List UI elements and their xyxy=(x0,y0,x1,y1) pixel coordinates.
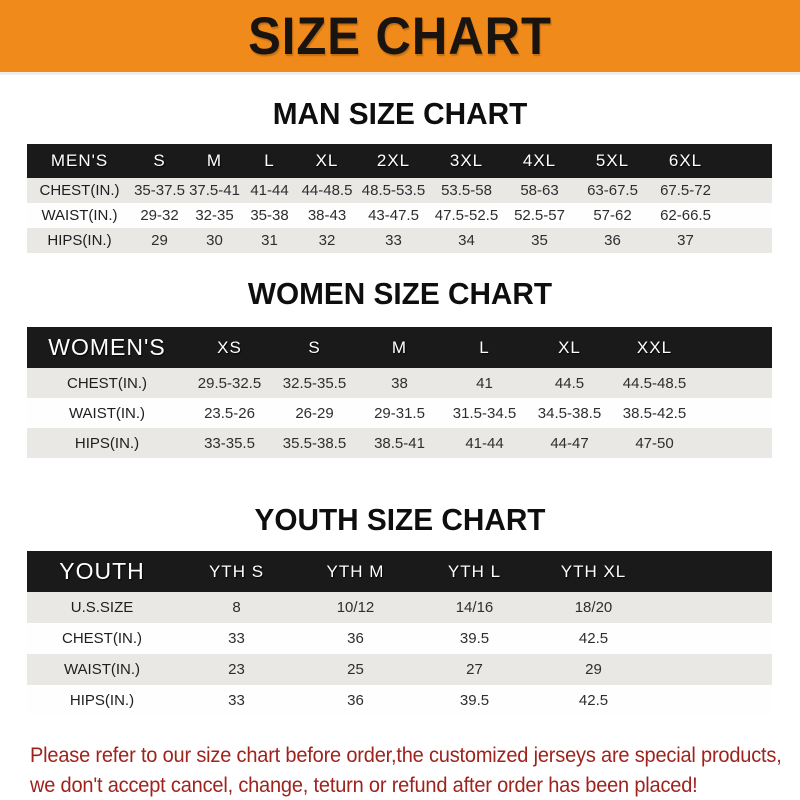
size-cell: 36 xyxy=(347,630,364,647)
size-cell: 67.5-72 xyxy=(660,182,711,199)
size-cell: 29 xyxy=(151,232,168,249)
row-label: CHEST(IN.) xyxy=(62,630,142,647)
men-table-label: MEN'S xyxy=(50,151,109,170)
disclaimer-line-2: we don't accept cancel, change, teturn or refund after order has been placed! xyxy=(30,773,698,798)
men-col-header: L xyxy=(264,151,275,170)
women-col-header: M xyxy=(391,337,408,357)
size-cell: 25 xyxy=(347,661,364,678)
size-cell: 38.5-42.5 xyxy=(622,404,687,422)
youth-chest-row xyxy=(27,623,772,654)
size-cell: 33 xyxy=(228,630,245,647)
size-cell: 37.5-41 xyxy=(189,182,240,199)
men-col-header: XL xyxy=(315,151,339,170)
size-cell: 41-44 xyxy=(465,434,504,452)
size-cell: 31 xyxy=(261,232,278,249)
men-hips-row xyxy=(27,228,772,253)
men-col-header: S xyxy=(153,151,166,170)
filler-cell xyxy=(722,144,772,178)
filler-cell xyxy=(697,428,772,458)
filler-cell xyxy=(653,592,772,623)
women-waist-row xyxy=(27,398,772,428)
size-cell: 27 xyxy=(466,661,483,678)
row-label: U.S.SIZE xyxy=(70,599,134,616)
size-cell: 33 xyxy=(228,692,245,709)
men-col-header: 5XL xyxy=(595,151,630,170)
women-size-table xyxy=(27,327,772,458)
filler-cell xyxy=(697,398,772,428)
men-col-header: 3XL xyxy=(449,151,484,170)
youth-section-heading: YOUTH SIZE CHART xyxy=(254,502,546,537)
size-cell: 35-38 xyxy=(250,207,289,224)
size-cell: 8 xyxy=(232,599,241,616)
size-cell: 33-35.5 xyxy=(204,434,255,452)
size-cell: 23 xyxy=(228,661,245,678)
youth-waist-row xyxy=(27,654,772,685)
youth-size-table xyxy=(27,551,772,716)
row-label: HIPS(IN.) xyxy=(69,692,135,709)
size-cell: 48.5-53.5 xyxy=(361,182,426,199)
filler-cell xyxy=(653,551,772,592)
men-col-header: 2XL xyxy=(376,151,411,170)
row-label: WAIST(IN.) xyxy=(68,404,146,422)
size-cell: 32 xyxy=(318,232,336,249)
youth-table-label: YOUTH xyxy=(59,558,145,584)
row-label: WAIST(IN.) xyxy=(41,207,118,224)
size-cell: 44.5 xyxy=(554,374,585,392)
size-cell: 10/12 xyxy=(336,599,375,616)
men-size-table xyxy=(27,144,772,253)
size-cell: 44.5-48.5 xyxy=(622,374,687,392)
size-cell: 14/16 xyxy=(455,599,494,616)
youth-header-bar xyxy=(27,551,772,592)
youth-hips-row xyxy=(27,685,772,716)
size-cell: 47-50 xyxy=(635,434,674,452)
size-cell: 62-66.5 xyxy=(660,207,711,224)
women-table-label: WOMEN'S xyxy=(48,334,166,360)
size-cell: 63-67.5 xyxy=(587,182,638,199)
size-cell: 58-63 xyxy=(520,182,559,199)
women-col-header: XS xyxy=(217,337,242,357)
women-chest-row xyxy=(27,368,772,398)
disclaimer-note xyxy=(30,740,788,800)
size-cell: 35.5-38.5 xyxy=(282,434,347,452)
size-cell: 42.5 xyxy=(578,692,609,709)
size-cell: 35-37.5 xyxy=(134,182,185,199)
men-section-heading: MAN SIZE CHART xyxy=(272,96,528,131)
row-label: HIPS(IN.) xyxy=(47,232,112,249)
size-cell: 30 xyxy=(206,232,223,249)
size-cell: 35 xyxy=(531,232,548,249)
men-col-header: 4XL xyxy=(522,151,557,170)
size-cell: 47.5-52.5 xyxy=(434,207,499,224)
women-col-header: XXL xyxy=(636,337,673,357)
men-header-bar xyxy=(27,144,772,178)
size-cell: 26-29 xyxy=(295,404,334,422)
size-cell: 33 xyxy=(385,232,402,249)
size-cell: 36 xyxy=(604,232,621,249)
size-cell: 34.5-38.5 xyxy=(537,404,602,422)
filler-cell xyxy=(653,623,772,654)
size-cell: 29.5-32.5 xyxy=(197,374,262,392)
disclaimer-line-1: Please refer to our size chart before order,the customized jerseys are special products, xyxy=(30,743,782,767)
filler-cell xyxy=(653,654,772,685)
men-col-header: 6XL xyxy=(668,151,703,170)
size-cell: 39.5 xyxy=(459,630,490,647)
size-cell: 44-48.5 xyxy=(301,182,353,199)
youth-ussize-row xyxy=(27,592,772,623)
women-col-header: XL xyxy=(558,337,581,357)
filler-cell xyxy=(722,203,772,228)
youth-col-header: YTH L xyxy=(447,561,502,581)
women-col-header: L xyxy=(479,337,490,357)
row-label: CHEST(IN.) xyxy=(67,374,147,392)
size-cell: 53.5-58 xyxy=(441,182,492,199)
size-cell: 38.5-41 xyxy=(374,434,425,452)
size-cell: 34 xyxy=(458,232,475,249)
size-cell: 37 xyxy=(677,232,694,249)
youth-col-header: YTH M xyxy=(326,561,385,581)
size-cell: 23.5-26 xyxy=(204,404,255,422)
women-hips-row xyxy=(27,428,772,458)
size-cell: 52.5-57 xyxy=(514,207,565,224)
men-col-header: M xyxy=(206,151,223,170)
men-chest-row xyxy=(27,178,772,203)
size-cell: 29-32 xyxy=(140,207,179,224)
row-label: HIPS(IN.) xyxy=(74,434,140,452)
size-cell: 29 xyxy=(585,661,602,678)
row-label: CHEST(IN.) xyxy=(39,182,120,199)
size-cell: 38-43 xyxy=(307,207,347,224)
size-cell: 43-47.5 xyxy=(368,207,419,224)
size-cell: 57-62 xyxy=(593,207,632,224)
size-chart-banner xyxy=(0,0,800,75)
size-cell: 36 xyxy=(347,692,364,709)
row-label: WAIST(IN.) xyxy=(63,661,141,678)
youth-col-header: YTH XL xyxy=(560,561,627,581)
size-cell: 41 xyxy=(476,374,493,392)
youth-col-header: YTH S xyxy=(208,561,265,581)
size-cell: 39.5 xyxy=(459,692,490,709)
women-section-heading: WOMEN SIZE CHART xyxy=(247,276,553,311)
size-cell: 42.5 xyxy=(578,630,609,647)
size-cell: 32-35 xyxy=(195,207,234,224)
filler-cell xyxy=(697,327,772,368)
size-cell: 31.5-34.5 xyxy=(452,404,517,422)
size-cell: 32.5-35.5 xyxy=(282,374,347,392)
size-cell: 18/20 xyxy=(574,599,613,616)
size-cell: 41-44 xyxy=(250,182,289,199)
women-col-header: S xyxy=(308,337,321,357)
filler-cell xyxy=(722,228,772,253)
filler-cell xyxy=(697,368,772,398)
filler-cell xyxy=(722,178,772,203)
size-cell: 38 xyxy=(391,374,408,392)
banner-title: SIZE CHART xyxy=(248,6,552,66)
size-cell: 44-47 xyxy=(550,434,589,452)
men-waist-row xyxy=(27,203,772,228)
size-cell: 29-31.5 xyxy=(374,404,425,422)
filler-cell xyxy=(653,685,772,716)
women-header-bar xyxy=(27,327,772,368)
